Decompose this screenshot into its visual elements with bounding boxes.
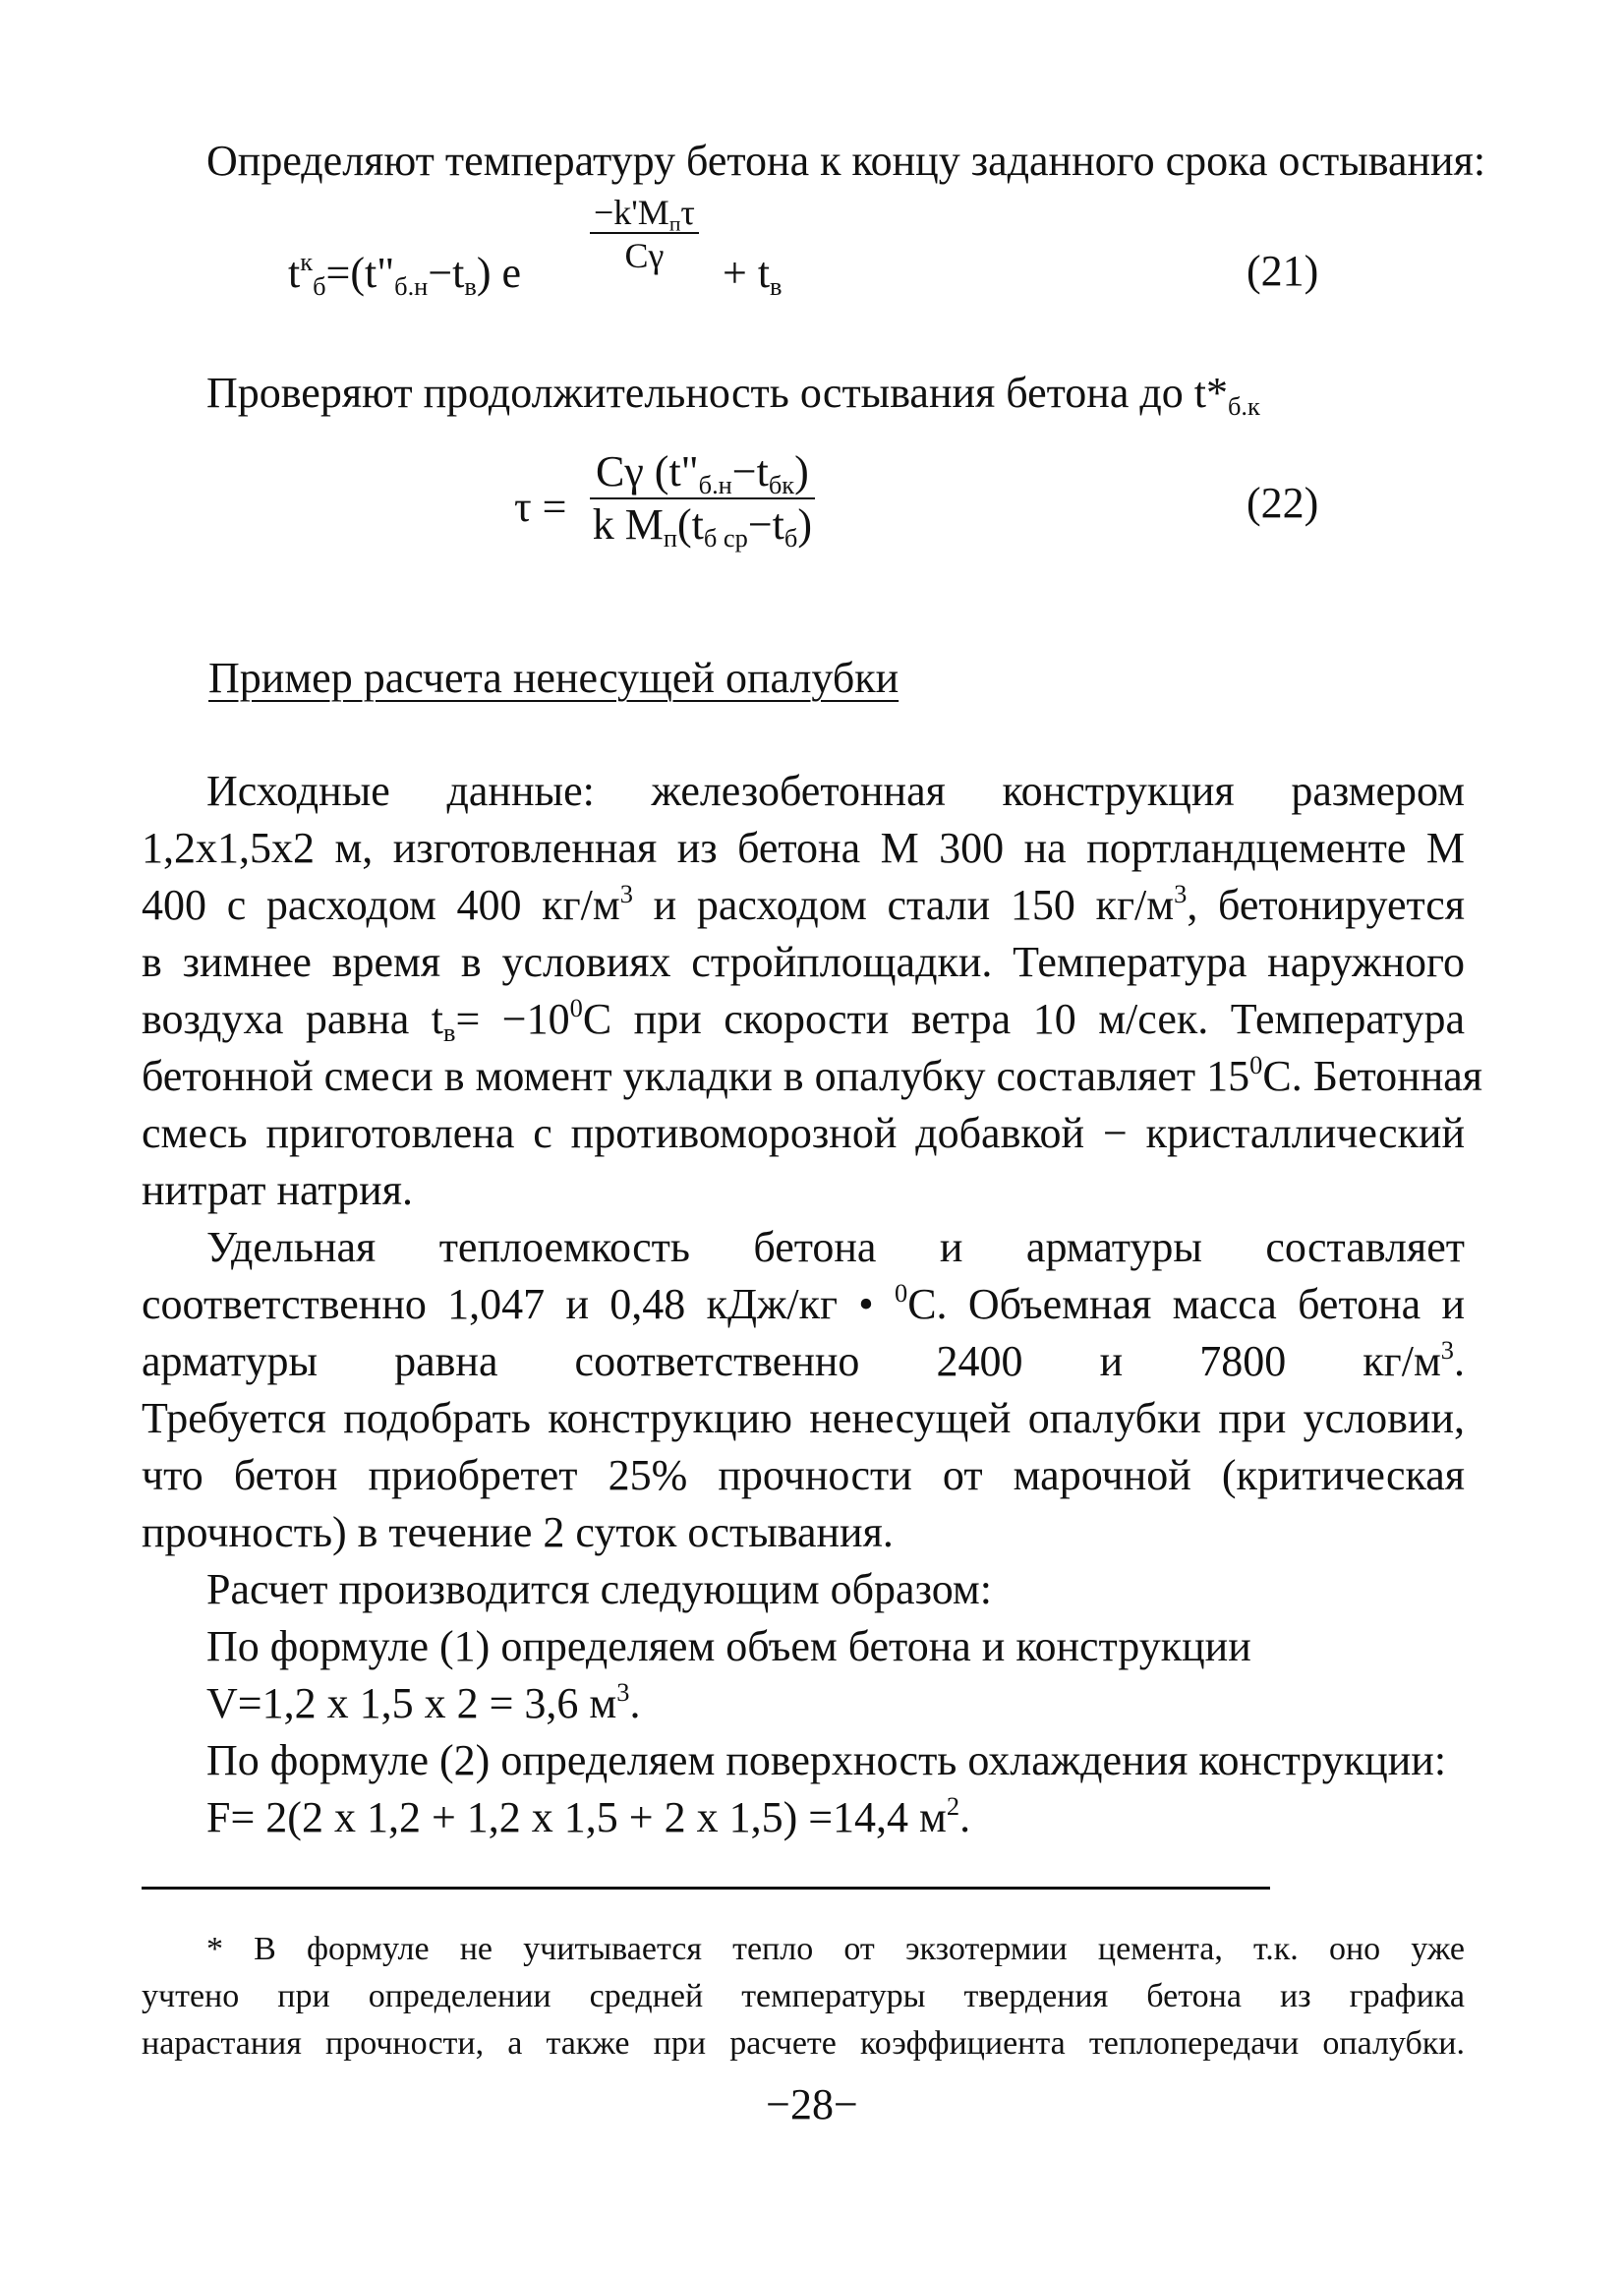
para1-line-1: Исходные данные: железобетонная конструкция размером (206, 767, 1465, 815)
para1-line-5: воздуха равна $t_в= -10^0С$ при скорости ветра 10 м/сек. Температура (142, 992, 1465, 1047)
calc-line-1: Расчет производится следующим образом: (206, 1565, 992, 1613)
para1-line-6: бетонной смеси в момент укладки в опалубку составляет $15^0С$. Бетонная (142, 1049, 1483, 1100)
para2-line-6: прочность) в течение 2 суток остывания. (142, 1508, 894, 1556)
formula-22-denominator: k $M_п(t_{б ср}-t_б)$ (592, 500, 812, 553)
formula-21-lhs: $t^к_б$ (288, 246, 326, 301)
formula-21: $t^к_б=(t"_{б.н}-t_в)$ e (288, 246, 522, 301)
footnote-line-1: * В формуле не учитывается тепло от экзотермии цемента, т.к. оно уже (206, 1931, 1465, 1967)
formula-22-lhs: τ = (514, 483, 567, 531)
para1-line-4: в зимнее время в условиях стройплощадки. Температура наружного (142, 938, 1465, 986)
calc-line-3: V=1,2 х 1,5 х 2 = 3,6 $м^3$. (206, 1676, 641, 1727)
intro-line: Определяют температуру бетона к концу заданного срока остывания: (206, 137, 1486, 185)
para1-line-8: нитрат натрия. (142, 1166, 413, 1214)
formula-22-fraction (590, 447, 815, 553)
para2-line-3: арматуры равна соответственно 2400 и 7800 $кг/м^3$. (142, 1334, 1465, 1385)
calc-line-5: F= 2(2 х 1,2 + 1,2 х 1,5 + 2 х 1,5) =14,4 $м^2$. (206, 1790, 971, 1841)
para2-line-2: соответственно 1,047 и 0,48 кДж/кг • $^0$С. Объемная масса бетона и (142, 1277, 1465, 1328)
formula-21-plus-term: + $t_в$ (723, 249, 783, 301)
para1-line-7: смесь приготовлена с противоморозной добавкой − кристаллический (142, 1109, 1465, 1157)
para1-line-2: 1,2х1,5х2 м, изготовленная из бетона М 300 на портландцементе М (142, 824, 1465, 872)
para2-line-5: что бетон приобретет 25% прочности от марочной (критическая (142, 1451, 1465, 1499)
para2-line-4: Требуется подобрать конструкцию ненесущей опалубки при условии, (142, 1394, 1465, 1442)
equation-number-21: (21) (1247, 247, 1319, 295)
equation-number-22: (22) (1247, 479, 1319, 527)
footnote-line-3: нарастания прочности, а также при расчете коэффициента теплопередачи опалубки. (142, 2025, 1465, 2062)
footnote-line-2: учтено при определении средней температуры твердения бетона из графика (142, 1978, 1465, 2014)
check-line: Проверяют продолжительность остывания бетона до $t*_{б.к}$ (206, 369, 1260, 421)
formula-22-numerator: Cγ $(t"_{б.н}-t_{бк})$ (590, 450, 815, 499)
footnote-divider (142, 1887, 1270, 1890)
page-number: −28− (766, 2080, 858, 2128)
calc-line-4: По формуле (2) определяем поверхность охлаждения конструкции: (206, 1736, 1447, 1784)
calc-line-2: По формуле (1) определяем объем бетона и конструкции (206, 1622, 1251, 1670)
section-heading: Пример расчета ненесущей опалубки (208, 654, 899, 702)
formula-21-exponent: $-k'M_п\tau$ Cγ (590, 195, 699, 273)
para2-line-1: Удельная теплоемкость бетона и арматуры составляет (206, 1223, 1465, 1271)
para1-line-3: 400 с расходом 400 $кг/м^3$ и расходом стали 150 $кг/м^3$, бетонируется (142, 878, 1466, 929)
